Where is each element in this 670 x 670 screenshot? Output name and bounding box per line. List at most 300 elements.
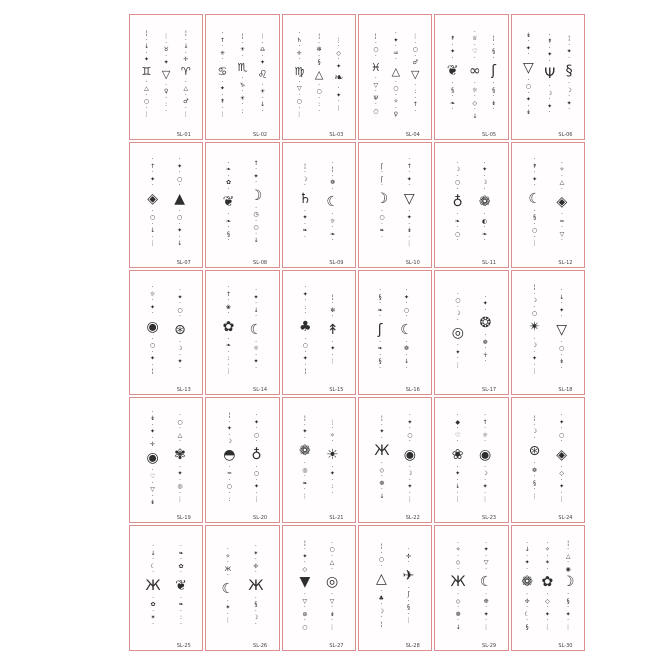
- ornament-strip: [315, 19, 323, 131]
- motif-glyph: ❁: [299, 443, 311, 460]
- motif-glyph: ☾: [528, 190, 541, 207]
- ornament-strip: [479, 147, 491, 259]
- design-mountain-sunrise-globe: [206, 398, 278, 522]
- ornament-strip: [181, 19, 191, 131]
- tattoo-sheet-sl-03: [282, 14, 356, 140]
- sheet-code-label: SL-20: [253, 515, 268, 522]
- motif-glyph: ☽: [375, 190, 389, 207]
- motif-glyph: ▲: [174, 190, 186, 207]
- ornament-chain: · ♑ · ☀ · :: [239, 75, 246, 115]
- design-zodiac-feather-columns: [283, 15, 355, 139]
- ornament-chain: · ✶ · ⋮: [224, 597, 231, 625]
- ornament-strip: [479, 402, 491, 514]
- ornament-strip: [479, 275, 491, 387]
- motif-glyph: ◈: [147, 190, 159, 207]
- ornament-chain: · ☽ · ✦ ·: [177, 338, 183, 372]
- ornament-chain: · ↡ · ✦ · ✛: [150, 408, 156, 449]
- motif-glyph: ♌: [257, 67, 268, 81]
- ornament-strip: [411, 19, 419, 131]
- design-snake-vine-moon-wave: [359, 271, 431, 395]
- ornament-chain: · ✦ · : ·: [302, 284, 308, 318]
- ornament-chain: · ✦ · ◎ · ⋮: [176, 463, 183, 504]
- design-heart-rose-elephant: [435, 398, 507, 522]
- motif-glyph: ☾: [479, 574, 493, 591]
- design-zodiac-arrow-columns-a: [130, 15, 202, 139]
- ornament-chain: ¦ · ✦ · ☽: [226, 412, 233, 446]
- ornament-chain: · ✦ · ❧ ·: [302, 207, 308, 241]
- ornament-chain: · ✦ · ○ ·: [407, 412, 413, 446]
- motif-glyph: ♊: [141, 64, 152, 78]
- ornament-chain: · ↟ · ✦ ·: [547, 31, 553, 65]
- tattoo-sheet-sl-02: [205, 14, 279, 140]
- sheet-code-label: SL-05: [482, 131, 497, 138]
- motif-glyph: ◎: [326, 574, 339, 591]
- sheet-code-label: SL-01: [176, 131, 191, 138]
- ornament-chain: · ↑ · ✳ ·: [219, 30, 225, 64]
- ornament-chain: · ♄ · ✛ ·: [296, 30, 302, 64]
- ornament-chain: ¦ · § ·: [492, 35, 496, 62]
- tattoo-sheet-sl-30: [511, 525, 585, 651]
- ornament-strip: [376, 530, 387, 642]
- ornament-chain: · ♣ · ☽ · ¦: [378, 588, 385, 628]
- ornament-chain: · ʃ · § · ⋮: [405, 584, 412, 625]
- motif-glyph: △: [314, 67, 324, 81]
- ornament-chain: · ✦ · ↟ · ⋮: [219, 78, 226, 119]
- ornament-chain: · ✦ · ↓ · ⋮: [454, 463, 461, 504]
- ornament-chain: · ❁ · ↓ ·: [403, 338, 409, 372]
- ornament-strip: [299, 275, 312, 387]
- tattoo-sheet-sl-24: [511, 397, 585, 523]
- ornament-strip: [521, 530, 533, 642]
- ornament-chain: · ▽ · ○ · ⋮: [296, 78, 303, 119]
- tattoo-sheet-sl-25: [129, 525, 203, 651]
- ornament-strip: [557, 147, 568, 259]
- ornament-chain: ¦ · ☀ ·: [239, 33, 246, 60]
- ornament-chain: · ☼ · ✦ ·: [253, 338, 259, 372]
- ornament-chain: · ○ · ✦ · ⋮: [253, 463, 260, 504]
- motif-glyph: ◉: [478, 446, 492, 463]
- ornament-strip: [147, 147, 158, 259]
- ornament-chain: · ↓ · ☾ ·: [150, 543, 156, 577]
- ornament-chain: ¦ · ☽ ·: [531, 415, 538, 442]
- ornament-chain: · ❧ · ✿ ·: [226, 159, 232, 193]
- ornament-chain: · § · ↡ ·: [491, 80, 497, 114]
- design-lotus-tulip-symbol-columns: [512, 526, 584, 650]
- sheet-code-label: SL-28: [405, 643, 420, 649]
- motif-glyph: ◈: [556, 446, 568, 463]
- ornament-chain: ¦ · ↓ · ✛: [183, 30, 189, 64]
- ornament-chain: · § · ○ · ⋮: [531, 207, 538, 248]
- ornament-chain: ¦ · △ · ◉: [565, 539, 571, 573]
- sheet-code-label: SL-13: [176, 387, 191, 394]
- design-butterfly-diamond-bee-moon: [435, 526, 507, 650]
- motif-glyph: ✿: [541, 574, 554, 591]
- design-arrow-lotus-infinity-sun-feather: [435, 15, 507, 139]
- motif-glyph: ♋: [217, 64, 228, 78]
- ornament-chain: · ✦ · ☽ ·: [481, 159, 488, 193]
- ornament-strip: [400, 275, 413, 387]
- motif-glyph: ʃ: [377, 321, 383, 338]
- tattoo-sheet-sl-11: [434, 142, 508, 268]
- ornament-chain: · ◇ · ✦ · ⋮: [544, 591, 551, 631]
- ornament-chain: ¦ · ↓ · ✦: [143, 30, 149, 64]
- motif-glyph: △: [375, 571, 387, 588]
- ornament-chain: · ○ · : ·: [316, 81, 322, 115]
- tattoo-sheet-sl-08: [205, 142, 279, 268]
- ornament-chain: · ☀ · ↓ ·: [259, 81, 266, 115]
- sheet-code-label: SL-15: [329, 387, 344, 394]
- ornament-chain: ↑ · ✦ ·: [253, 159, 259, 187]
- tattoo-sheet-sl-01: [129, 14, 203, 140]
- design-geometric-butterfly-bee: [359, 398, 431, 522]
- tattoo-sheet-sl-14: [205, 270, 279, 396]
- ornament-chain: · ↑ · ✦ ·: [406, 156, 412, 190]
- ornament-chain: · ✦ · ↓ ·: [253, 287, 259, 321]
- sheet-code-label: SL-04: [405, 131, 420, 138]
- ornament-chain: · § · ☽ ·: [253, 594, 259, 628]
- ornament-chain: ¦ · ☽ · ○: [531, 284, 538, 318]
- ornament-chain: · △ · ♂ · ⋮: [182, 78, 189, 119]
- tattoo-sheet-sl-09: [282, 142, 356, 268]
- sheet-code-label: SL-12: [558, 259, 573, 266]
- motif-glyph: ❀: [451, 446, 464, 463]
- ornament-chain: · ○ · ✦ · ¦: [302, 335, 308, 376]
- ornament-chain: ⋮ · ○ · ♂: [412, 33, 419, 67]
- ornament-strip: [374, 402, 389, 514]
- tattoo-sheet-sl-28: [358, 525, 432, 651]
- ornament-strip: [452, 275, 464, 387]
- design-palm-moon-wave-diamond: [512, 143, 584, 267]
- ornament-chain: · ✦ · ↡ · ⋮: [406, 207, 413, 248]
- ornament-chain: · ☽ · ✦ · ⋮: [531, 335, 538, 376]
- motif-glyph: ▽: [410, 67, 420, 81]
- ornament-chain: · ▽ · Ψ · ○: [373, 75, 379, 115]
- design-blossom-branch-crescent-sun: [206, 271, 278, 395]
- ornament-chain: ¦ · ✦ ·: [302, 415, 308, 442]
- tattoo-sheet-sl-16: [358, 270, 432, 396]
- ornament-chain: · ❧ · § ·: [226, 211, 232, 245]
- ornament-chain: · ↑ · ✦ ·: [150, 156, 156, 190]
- tattoo-sheet-sl-12: [511, 142, 585, 268]
- sheet-code-label: SL-10: [405, 259, 420, 266]
- ornament-chain: · ❧ · : · ⋮: [225, 335, 232, 376]
- tattoo-sheet-sl-27: [282, 525, 356, 651]
- ornament-chain: · ✴ · ✢ ·: [253, 543, 259, 577]
- ornament-strip: [222, 530, 235, 642]
- ornament-strip: [327, 275, 339, 387]
- ornament-strip: [452, 147, 462, 259]
- motif-glyph: ♄: [298, 190, 312, 207]
- ornament-chain: · ◇ · ❁ · ↓: [455, 591, 461, 631]
- tattoo-sheet-sl-04: [358, 14, 432, 140]
- ornament-chain: · ↟ · ✦ ·: [532, 156, 538, 190]
- ornament-strip: [146, 402, 158, 514]
- tattoo-sheet-sl-18: [511, 270, 585, 396]
- ornament-chain: · ✦ · ♒ ·: [393, 30, 399, 64]
- tattoo-sheet-sl-10: [358, 142, 432, 268]
- ornament-strip: [334, 19, 343, 131]
- ornament-strip: [294, 19, 304, 131]
- motif-glyph: ◓: [223, 446, 236, 463]
- ornament-chain: · ☽ · ✦ · ⋮: [482, 463, 489, 504]
- motif-glyph: ✾: [174, 446, 186, 463]
- ornament-strip: [528, 147, 541, 259]
- tattoo-sheet-sl-19: [129, 397, 203, 523]
- ornament-strip: [566, 19, 573, 131]
- motif-glyph: ▽: [161, 67, 171, 81]
- ornament-chain: · : · ↑ ·: [412, 81, 418, 115]
- motif-glyph: ❦: [175, 577, 187, 594]
- ornament-chain: · ○ · ✦ · ↡: [525, 76, 532, 117]
- ornament-chain: · ○ · ↡ ·: [559, 338, 565, 372]
- motif-glyph: ♁: [251, 446, 262, 463]
- tattoo-sheet-sl-05: [434, 14, 508, 140]
- motif-glyph: ♣: [299, 318, 312, 335]
- motif-glyph: Ψ: [544, 66, 556, 83]
- ornament-chain: · ○ · ✦ · ↓: [177, 207, 183, 248]
- ornament-chain: · ☼ · ✦ ·: [149, 284, 156, 318]
- motif-glyph: ◉: [403, 446, 416, 463]
- motif-glyph: ⊛: [174, 321, 186, 338]
- motif-glyph: ❂: [479, 315, 492, 332]
- ornament-strip: [404, 147, 415, 259]
- ornament-chain: · ↑ · ❀ ·: [226, 284, 232, 318]
- motif-glyph: ☽: [249, 187, 263, 204]
- ornament-strip: [480, 530, 493, 642]
- ornament-chain: · ♡ · ▽ · ↡: [149, 466, 156, 507]
- ornament-chain: · ☼ · ◇ · ↓: [472, 80, 478, 120]
- ornament-strip: [392, 19, 400, 131]
- motif-glyph: §: [565, 63, 573, 80]
- ornament-strip: [529, 402, 541, 514]
- ornament-chain: · ◇ · ❁ · ↓: [379, 460, 385, 500]
- design-moon-butterfly-star-vine: [130, 526, 202, 650]
- sheet-code-label: SL-29: [482, 643, 497, 649]
- ornament-chain: · ✧ · ✶ ·: [544, 539, 550, 573]
- tattoo-sheet-sl-26: [205, 525, 279, 651]
- motif-glyph: ✴: [528, 318, 541, 335]
- design-palm-tree-fir-arrow: [283, 271, 355, 395]
- ornament-chain: · ✦ · ○ ·: [177, 156, 183, 190]
- ornament-chain: · ↓ · ✦ ·: [524, 539, 530, 573]
- ornament-strip: [248, 530, 263, 642]
- ornament-strip: [223, 275, 235, 387]
- ornament-chain: · ✿ · ✶ ·: [150, 594, 156, 628]
- ornament-strip: [556, 402, 567, 514]
- design-script-moon-mountain-triangle: [359, 143, 431, 267]
- ornament-chain: · ○ · ✧ · ♀: [393, 78, 399, 119]
- design-tree-of-life-forest-diamond: [512, 398, 584, 522]
- ornament-chain: ¦ · ✦ ·: [379, 415, 385, 442]
- ornament-chain: ⋮ · ✧ ·: [329, 418, 336, 446]
- ornament-strip: [251, 402, 261, 514]
- design-floral-branch-moon-clock: [206, 143, 278, 267]
- ornament-chain: · ☽ · ○ ·: [454, 159, 461, 193]
- motif-glyph: ❁: [521, 574, 533, 591]
- ornament-strip: [299, 530, 310, 642]
- tattoo-sheet-sl-06: [511, 14, 585, 140]
- motif-glyph: Ж: [145, 577, 161, 594]
- design-grid: [129, 14, 585, 651]
- ornament-chain: ¦ · ○ ·: [373, 33, 379, 60]
- sheet-code-label: SL-11: [482, 259, 497, 266]
- motif-glyph: ⊛: [528, 443, 541, 460]
- motif-glyph: ✿: [222, 318, 235, 335]
- motif-glyph: ◉: [146, 318, 159, 335]
- sheet-code-label: SL-09: [329, 259, 344, 266]
- ornament-strip: [451, 530, 466, 642]
- ornament-strip: [174, 402, 186, 514]
- motif-glyph: ♍: [294, 64, 305, 78]
- motif-glyph: Ж: [450, 574, 466, 591]
- ornament-strip: [452, 402, 464, 514]
- ornament-strip: [250, 147, 263, 259]
- ornament-strip: [523, 19, 534, 131]
- ornament-chain: · △ · ○ · ⋮: [143, 78, 150, 119]
- motif-glyph: ❦: [446, 63, 459, 80]
- ornament-chain: · ✦ · ▽ ·: [483, 539, 489, 573]
- design-daisy-sun-rays: [283, 398, 355, 522]
- ornament-chain: · ○ · ❧ ·: [379, 207, 385, 241]
- ornament-strip: [404, 402, 416, 514]
- ornament-chain: · ✦ · ○ ·: [253, 412, 260, 446]
- ornament-strip: [326, 530, 338, 642]
- tattoo-sheet-sl-22: [358, 397, 432, 523]
- motif-glyph: ▽: [523, 59, 534, 76]
- ornament-chain: ¦ · ✦ ·: [566, 35, 572, 62]
- design-zodiac-arrow-columns-b: [206, 15, 278, 139]
- ornament-chain: · ❧ · § ·: [377, 338, 383, 372]
- ornament-strip: [326, 402, 339, 514]
- ornament-strip: [146, 530, 161, 642]
- ornament-strip: [174, 147, 185, 259]
- ornament-chain: · ☽ · ✦ ·: [566, 80, 572, 114]
- ornament-chain: · § · ❧ ·: [377, 287, 383, 321]
- ornament-chain: · ◇ · ✦ · ⋮: [558, 463, 565, 504]
- motif-glyph: Ж: [374, 443, 390, 460]
- ornament-strip: [218, 19, 228, 131]
- ornament-strip: [258, 19, 268, 131]
- motif-glyph: ☾: [249, 321, 263, 338]
- ornament-strip: [162, 19, 170, 131]
- ornament-chain: ¦ · ☽ ·: [302, 162, 308, 190]
- ornament-chain: · ♕ · ♡ ·: [472, 28, 478, 62]
- ornament-strip: [403, 530, 415, 642]
- ornament-strip: [299, 402, 311, 514]
- sheet-code-label: SL-03: [329, 131, 344, 138]
- ornament-chain: · ▽ · ⊛ · ○: [302, 591, 308, 631]
- ornament-chain: ↡ · ✦ ·: [525, 31, 531, 59]
- sheet-code-label: SL-19: [176, 515, 191, 522]
- tattoo-sheet-sl-13: [129, 270, 203, 396]
- ornament-strip: [469, 19, 481, 131]
- ornament-strip: [529, 275, 541, 387]
- ornament-chain: · ❧ · : ·: [178, 594, 184, 628]
- ornament-chain: · ✦ · ⋮: [335, 85, 342, 112]
- ornament-chain: · ✢ ·: [406, 546, 412, 567]
- motif-glyph: △: [391, 64, 401, 78]
- sheet-code-label: SL-24: [558, 515, 573, 522]
- design-geometric-mountain-diamond-circle: [130, 143, 202, 267]
- ornament-chain: · ✦ · ○ ·: [403, 287, 410, 321]
- motif-glyph: ▽: [556, 321, 568, 338]
- tattoo-sheet-sl-23: [434, 397, 508, 523]
- motif-glyph: ◉: [146, 449, 159, 466]
- motif-glyph: ✈: [402, 567, 415, 584]
- ornament-strip: [376, 147, 389, 259]
- motif-glyph: ∞: [469, 63, 481, 80]
- ornament-chain: · ❉ · ✦ · ⋮: [483, 591, 490, 631]
- ornament-chain: · ✦ · ⋮: [454, 342, 461, 369]
- ornament-strip: [556, 275, 567, 387]
- motif-glyph: ♏: [237, 61, 248, 75]
- motif-glyph: ◎: [451, 325, 464, 342]
- motif-glyph: ☽: [561, 574, 575, 591]
- sheet-code-label: SL-14: [253, 387, 268, 394]
- motif-glyph: Ж: [248, 577, 264, 594]
- ornament-chain: · ♀ · : ·: [163, 81, 169, 115]
- ornament-chain: · ◐ · ❧ ·: [482, 211, 488, 245]
- tattoo-sheet-sl-29: [434, 525, 508, 651]
- sheet-code-label: SL-25: [176, 643, 191, 649]
- ornament-chain: · ≈ · ▽ ·: [559, 211, 565, 245]
- ornament-chain: · ◎ · ❧ · ⋮: [301, 460, 308, 500]
- design-paper-plane-airplane-palm: [359, 526, 431, 650]
- ornament-chain: · ○ · △ ·: [329, 539, 335, 573]
- ornament-chain: · § · ✦ · ⋮: [565, 591, 572, 631]
- ornament-chain: · ✦ ·: [482, 293, 488, 314]
- design-zodiac-planet-columns: [359, 15, 431, 139]
- ornament-chain: ⋮ · ♉ · ✦: [163, 33, 170, 67]
- ornament-chain: · ✦ · ○ ·: [177, 287, 183, 321]
- design-planet-lotus-crescent: [283, 143, 355, 267]
- ornament-strip: [299, 147, 312, 259]
- sheet-code-label: SL-02: [253, 131, 268, 138]
- ornament-chain: · ❁ · § · ⋮: [531, 460, 538, 500]
- ornament-chain: ¦ · ✻ · §: [316, 33, 322, 67]
- sheet-code-label: SL-06: [558, 131, 573, 138]
- design-evil-eye-tree: [130, 398, 202, 522]
- ornament-chain: ʃ · ʃ ·: [380, 162, 383, 190]
- ornament-strip: [146, 275, 158, 387]
- ornament-chain: · ↓ · ✦ ·: [559, 287, 565, 321]
- ornament-chain: · ☽ · ✦ ·: [547, 83, 553, 117]
- design-arrow-hamsa-moon-swirl: [512, 15, 584, 139]
- ornament-chain: · ○ · ☽ ·: [455, 290, 461, 324]
- ornament-chain: ⋮ · ◇ · ✦: [335, 36, 342, 70]
- ornament-chain: · ◷ · ○ · ↓: [253, 204, 259, 245]
- ornament-chain: · ≈ · ○ · :: [226, 463, 232, 504]
- ornament-strip: [223, 402, 235, 514]
- motif-glyph: ☾: [400, 321, 413, 338]
- ornament-chain: ↟ · ✦ ·: [450, 35, 456, 62]
- ornament-chain: · ¦ · ❁ ·: [330, 159, 336, 193]
- ornament-chain: · ☽ · ✦ · ⋮: [406, 463, 413, 504]
- motif-glyph: ♁: [452, 194, 463, 211]
- sheet-code-label: SL-30: [558, 643, 573, 649]
- ornament-chain: · ❧ · ✿ ·: [178, 543, 184, 577]
- motif-glyph: ☀: [326, 446, 339, 463]
- ornament-strip: [544, 19, 555, 131]
- ornament-chain: · ❁ · ☥ ·: [482, 332, 488, 366]
- sheet-code-label: SL-23: [482, 515, 497, 522]
- ornament-chain: · ✧ · Ж ·: [224, 546, 232, 580]
- ornament-chain: · ☼ · ❧ ·: [329, 211, 336, 245]
- motif-glyph: ʃ: [491, 63, 496, 80]
- design-butterflies-compass-moon: [206, 526, 278, 650]
- ornament-chain: · ✦ · : ·: [329, 463, 335, 497]
- ornament-strip: [378, 275, 383, 387]
